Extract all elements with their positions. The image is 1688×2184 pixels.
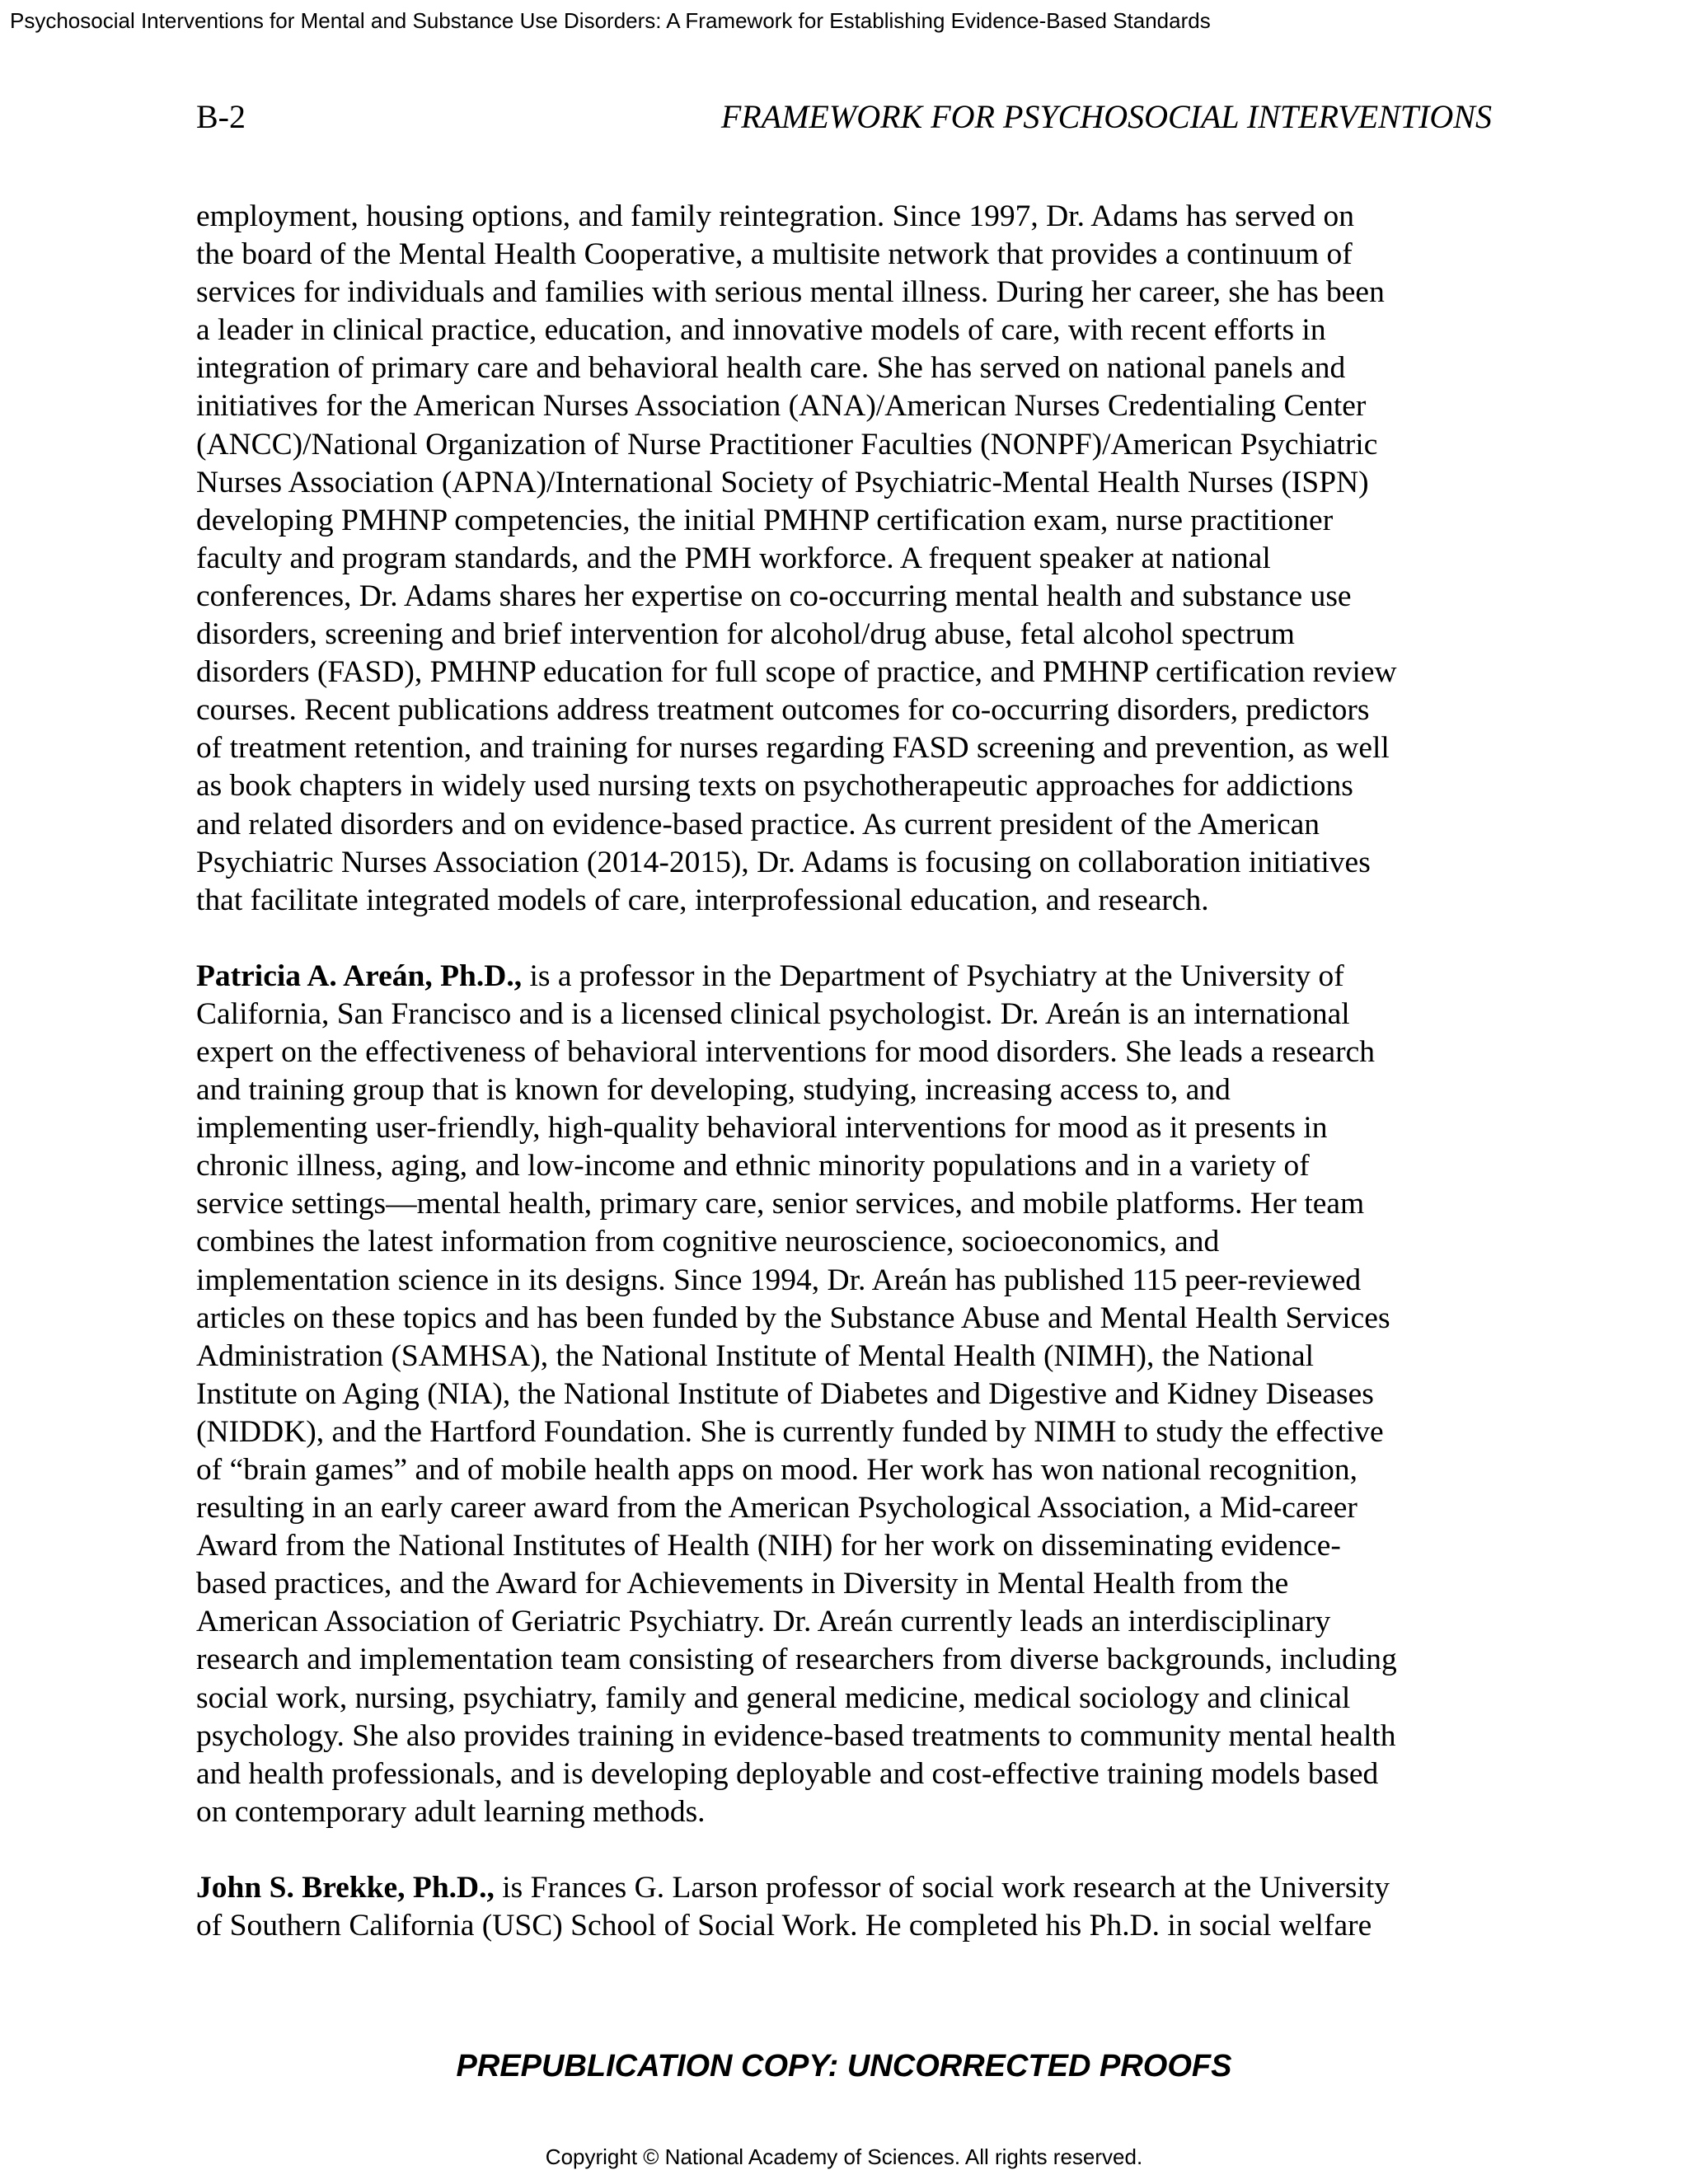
line-text: implementation science in its designs. Since 1994, Dr. Areán has published 115 peer-reviewed (196, 1263, 1362, 1297)
line-text: implementing user-friendly, high-quality behavioral interventions for mood as it presents in (196, 1111, 1328, 1146)
text-line (196, 844, 1498, 882)
line-text: that facilitate integrated models of care, interprofessional education, and research. (196, 883, 1209, 917)
text-line (196, 654, 1498, 691)
line-text: developing PMHNP competencies, the initial PMHNP certification exam, nurse practitioner (196, 503, 1334, 537)
text-line (196, 312, 1498, 349)
paragraph (196, 198, 1498, 920)
line-text: Psychiatric Nurses Association (2014-2015), Dr. Adams is focusing on collaboration initiatives (196, 845, 1371, 879)
paragraph-gap (196, 1831, 1498, 1869)
line-text: is Frances G. Larson professor of social work research at the University (494, 1870, 1390, 1905)
text-line (196, 882, 1498, 920)
line-text: disorders (FASD), PMHNP education for full scope of practice, and PMHNP certification review (196, 655, 1397, 690)
line-text: (ANCC)/National Organization of Nurse Practitioner Faculties (NONPF)/American Psychiatric (196, 427, 1378, 462)
text-line (196, 387, 1498, 425)
text-line (196, 1907, 1498, 1945)
line-text: on contemporary adult learning methods. (196, 1794, 706, 1829)
line-text: of Southern California (USC) School of Social Work. He completed his Ph.D. in social welfare (196, 1909, 1372, 1943)
paragraph-gap (196, 920, 1498, 958)
line-text: disorders, screening and brief intervention for alcohol/drug abuse, fetal alcohol spectrum (196, 617, 1295, 652)
text-line (196, 691, 1498, 729)
text-line (196, 616, 1498, 654)
line-text: (NIDDK), and the Hartford Foundation. She is currently funded by NIMH to study the effective (196, 1414, 1384, 1449)
text-line (196, 729, 1498, 767)
text-line (196, 1718, 1498, 1755)
line-text: is a professor in the Department of Psychiatry at the University of (522, 958, 1344, 993)
line-text: Institute on Aging (NIA), the National Institute of Diabetes and Digestive and Kidney Diseases (196, 1376, 1374, 1411)
text-line (196, 1489, 1498, 1527)
line-text: employment, housing options, and family reintegration. Since 1997, Dr. Adams has served on (196, 199, 1354, 233)
text-line (196, 1755, 1498, 1793)
text-line (196, 1109, 1498, 1147)
bio-name: Patricia A. Areán, Ph.D., (196, 958, 523, 993)
text-line (196, 578, 1498, 616)
text-line (196, 1262, 1498, 1300)
copyright-notice: Copyright © National Academy of Sciences. All rights reserved. (545, 2144, 1143, 2169)
line-text: services for individuals and families with serious mental illness. During her career, she has been (196, 275, 1385, 310)
text-line (196, 996, 1498, 1033)
line-text: and related disorders and on evidence-based practice. As current president of the American (196, 807, 1320, 841)
text-line (196, 1527, 1498, 1565)
text-line (196, 1300, 1498, 1338)
line-text: expert on the effectiveness of behavioral interventions for mood disorders. She leads a research (196, 1034, 1376, 1069)
line-text: conferences, Dr. Adams shares her expertise on co-occurring mental health and substance use (196, 579, 1352, 613)
running-header (196, 97, 1492, 136)
text-line (196, 426, 1498, 464)
paragraph (196, 1869, 1498, 1945)
line-text: based practices, and the Award for Achievements in Diversity in Mental Health from the (196, 1567, 1289, 1601)
line-text: of “brain games” and of mobile health apps on mood. Her work has won national recognition, (196, 1453, 1357, 1487)
line-text: a leader in clinical practice, education, and innovative models of care, with recent efforts in (196, 313, 1326, 348)
line-text: integration of primary care and behavioral health care. She has served on national panels and (196, 351, 1346, 386)
text-line (196, 1869, 1498, 1907)
text-line (196, 540, 1498, 578)
line-text: as book chapters in widely used nursing texts on psychotherapeutic approaches for addictions (196, 769, 1353, 804)
line-text: chronic illness, aging, and low-income and ethnic minority populations and in a variety of (196, 1149, 1310, 1183)
text-line (196, 274, 1498, 312)
text-line (196, 1033, 1498, 1071)
prepublication-notice: PREPUBLICATION COPY: UNCORRECTED PROOFS (456, 2049, 1232, 2083)
line-text: Administration (SAMHSA), the National Institute of Mental Health (NIMH), the National (196, 1338, 1315, 1373)
line-text: Nurses Association (APNA)/International Society of Psychiatric-Mental Health Nurses (ISPN) (196, 465, 1369, 499)
paragraph (196, 958, 1498, 1831)
section-title: FRAMEWORK FOR PSYCHOSOCIAL INTERVENTIONS (720, 98, 1492, 135)
text-line (196, 1147, 1498, 1185)
text-line (196, 502, 1498, 540)
line-text: and health professionals, and is developing deployable and cost-effective training models based (196, 1756, 1379, 1791)
line-text: service settings—mental health, primary care, senior services, and mobile platforms. Her team (196, 1187, 1365, 1221)
line-text: combines the latest information from cognitive neuroscience, socioeconomics, and (196, 1225, 1220, 1259)
line-text: the board of the Mental Health Cooperative, a multisite network that provides a continuum of (196, 237, 1353, 272)
text-line (196, 806, 1498, 844)
line-text: American Association of Geriatric Psychiatry. Dr. Areán currently leads an interdisciplinary (196, 1605, 1331, 1639)
line-text: of treatment retention, and training for nurses regarding FASD screening and prevention, as well (196, 731, 1390, 766)
text-line (196, 1451, 1498, 1489)
document-title: Psychosocial Interventions for Mental and Substance Use Disorders: A Framework for Establishing Evidence-Based Standards (10, 8, 1211, 33)
text-line (196, 767, 1498, 805)
line-text: and training group that is known for developing, studying, increasing access to, and (196, 1073, 1231, 1108)
page-number: B-2 (196, 98, 246, 135)
text-line (196, 958, 1498, 996)
text-line (196, 236, 1498, 274)
text-line (196, 1641, 1498, 1679)
text-line (196, 464, 1498, 502)
text-line (196, 1376, 1498, 1413)
text-line (196, 1793, 1498, 1831)
text-line (196, 349, 1498, 387)
text-line (196, 1185, 1498, 1223)
text-line (196, 1565, 1498, 1603)
line-text: Award from the National Institutes of Health (NIH) for her work on disseminating evidence- (196, 1529, 1341, 1563)
text-line (196, 198, 1498, 236)
line-text: articles on these topics and has been funded by the Substance Abuse and Mental Health Services (196, 1301, 1390, 1335)
text-line (196, 1413, 1498, 1451)
text-line (196, 1071, 1498, 1109)
line-text: research and implementation team consisting of researchers from diverse backgrounds, including (196, 1643, 1397, 1677)
line-text: courses. Recent publications address treatment outcomes for co-occurring disorders, predictors (196, 693, 1370, 728)
text-line (196, 1603, 1498, 1641)
line-text: faculty and program standards, and the PMH workforce. A frequent speaker at national (196, 541, 1271, 575)
text-line (196, 1680, 1498, 1718)
bio-name: John S. Brekke, Ph.D., (196, 1870, 495, 1905)
text-line (196, 1223, 1498, 1261)
line-text: initiatives for the American Nurses Association (ANA)/American Nurses Credentialing Center (196, 389, 1367, 424)
line-text: psychology. She also provides training in evidence-based treatments to community mental health (196, 1718, 1396, 1753)
line-text: social work, nursing, psychiatry, family and general medicine, medical sociology and clinical (196, 1680, 1351, 1715)
line-text: resulting in an early career award from the American Psychological Association, a Mid-career (196, 1491, 1357, 1526)
line-text: California, San Francisco and is a licensed clinical psychologist. Dr. Areán is an international (196, 996, 1350, 1031)
body-text (196, 198, 1498, 1945)
text-line (196, 1338, 1498, 1376)
